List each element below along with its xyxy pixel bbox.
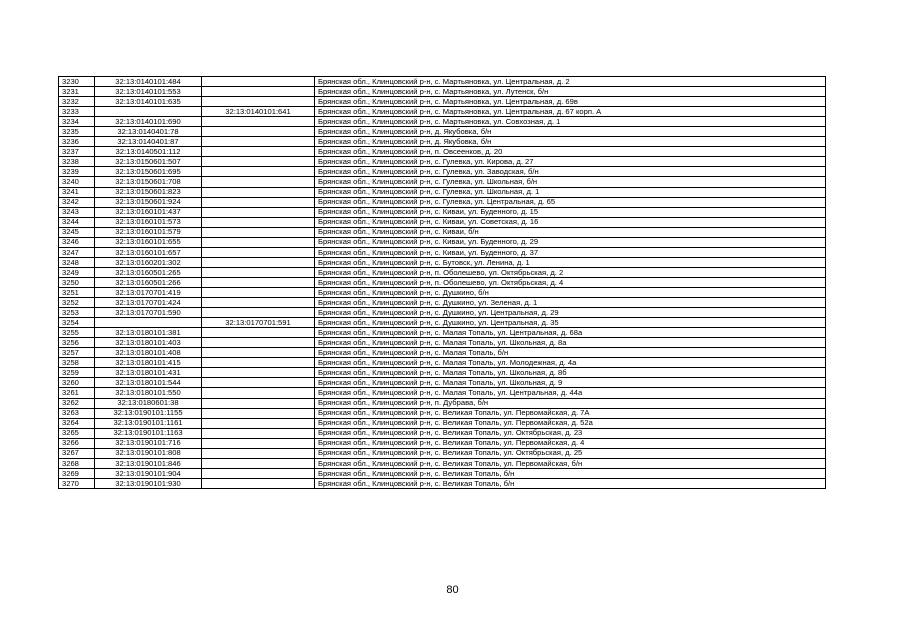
table-row [59, 77, 826, 87]
table-row [59, 328, 826, 338]
address-cell: Брянская обл., Клинцовский р-н, с. Гулевка, ул. Заводская, б/н [315, 167, 826, 177]
cadastral-number-cell: 32:13:0160201:302 [95, 257, 202, 267]
table-row [59, 147, 826, 157]
address-cell: Брянская обл., Клинцовский р-н, п. Оболешево, ул. Октябрьская, д. 2 [315, 267, 826, 277]
table-row [59, 187, 826, 197]
secondary-cadastral-number-cell [202, 177, 315, 187]
secondary-cadastral-number-cell [202, 247, 315, 257]
cadastral-number-cell: 32:13:0180101:415 [95, 358, 202, 368]
cadastral-number-cell: 32:13:0140101:635 [95, 97, 202, 107]
secondary-cadastral-number-cell [202, 408, 315, 418]
address-cell: Брянская обл., Клинцовский р-н, с. Душкино, б/н [315, 287, 826, 297]
table-row [59, 368, 826, 378]
row-number-cell: 3270 [59, 478, 95, 488]
secondary-cadastral-number-cell [202, 287, 315, 297]
table-row [59, 287, 826, 297]
secondary-cadastral-number-cell [202, 217, 315, 227]
row-number-cell: 3267 [59, 448, 95, 458]
address-cell: Брянская обл., Клинцовский р-н, с. Малая Топаль, б/н [315, 348, 826, 358]
address-cell: Брянская обл., Клинцовский р-н, с. Душкино, ул. Зеленая, д. 1 [315, 298, 826, 308]
cadastral-number-cell: 32:13:0150601:507 [95, 157, 202, 167]
row-number-cell: 3236 [59, 137, 95, 147]
address-cell: Брянская обл., Клинцовский р-н, с. Мартьяновка, ул. Совхозная, д. 1 [315, 117, 826, 127]
registry-table-body [59, 77, 826, 489]
cadastral-number-cell: 32:13:0180101:544 [95, 378, 202, 388]
secondary-cadastral-number-cell: 32:13:0140101:641 [202, 107, 315, 117]
row-number-cell: 3255 [59, 328, 95, 338]
secondary-cadastral-number-cell [202, 328, 315, 338]
row-number-cell: 3251 [59, 287, 95, 297]
row-number-cell: 3265 [59, 428, 95, 438]
row-number-cell: 3259 [59, 368, 95, 378]
table-row [59, 257, 826, 267]
row-number-cell: 3242 [59, 197, 95, 207]
table-row [59, 458, 826, 468]
row-number-cell: 3256 [59, 338, 95, 348]
address-cell: Брянская обл., Клинцовский р-н, с. Великая Топаль, ул. Первомайская, д. 7А [315, 408, 826, 418]
address-cell: Брянская обл., Клинцовский р-н, с. Киваи, ул. Буденного, д. 29 [315, 237, 826, 247]
secondary-cadastral-number-cell [202, 398, 315, 408]
cadastral-number-cell: 32:13:0180101:431 [95, 368, 202, 378]
address-cell: Брянская обл., Клинцовский р-н, с. Мартьяновка, ул. Центральная, д. 2 [315, 77, 826, 87]
address-cell: Брянская обл., Клинцовский р-н, п. Оболешево, ул. Октябрьская, д. 4 [315, 277, 826, 287]
row-number-cell: 3235 [59, 127, 95, 137]
table-row [59, 308, 826, 318]
secondary-cadastral-number-cell [202, 197, 315, 207]
secondary-cadastral-number-cell [202, 348, 315, 358]
row-number-cell: 3262 [59, 398, 95, 408]
secondary-cadastral-number-cell [202, 308, 315, 318]
cadastral-number-cell: 32:13:0140101:484 [95, 77, 202, 87]
secondary-cadastral-number-cell [202, 338, 315, 348]
secondary-cadastral-number-cell [202, 298, 315, 308]
secondary-cadastral-number-cell [202, 97, 315, 107]
cadastral-number-cell: 32:13:0140501:112 [95, 147, 202, 157]
secondary-cadastral-number-cell [202, 167, 315, 177]
row-number-cell: 3238 [59, 157, 95, 167]
address-cell: Брянская обл., Клинцовский р-н, с. Великая Топаль, ул. Первомайская, д. 52а [315, 418, 826, 428]
cadastral-number-cell: 32:13:0170701:424 [95, 298, 202, 308]
secondary-cadastral-number-cell [202, 378, 315, 388]
table-row [59, 97, 826, 107]
cadastral-number-cell: 32:13:0190101:1161 [95, 418, 202, 428]
secondary-cadastral-number-cell [202, 438, 315, 448]
address-cell: Брянская обл., Клинцовский р-н, с. Малая Топаль, ул. Молодежная, д. 4а [315, 358, 826, 368]
cadastral-number-cell: 32:13:0180101:550 [95, 388, 202, 398]
row-number-cell: 3254 [59, 318, 95, 328]
address-cell: Брянская обл., Клинцовский р-н, с. Великая Топаль, б/н [315, 468, 826, 478]
cadastral-number-cell: 32:13:0160501:266 [95, 277, 202, 287]
table-row [59, 398, 826, 408]
table-row [59, 137, 826, 147]
address-cell: Брянская обл., Клинцовский р-н, п. Овсеенков, д. 20 [315, 147, 826, 157]
table-row [59, 318, 826, 328]
row-number-cell: 3241 [59, 187, 95, 197]
address-cell: Брянская обл., Клинцовский р-н, с. Малая Топаль, ул. Школьная, д. 9 [315, 378, 826, 388]
address-cell: Брянская обл., Клинцовский р-н, с. Гулевка, ул. Школьная, д. 1 [315, 187, 826, 197]
table-row [59, 298, 826, 308]
cadastral-number-cell: 32:13:0170701:590 [95, 308, 202, 318]
cadastral-number-cell: 32:13:0160101:655 [95, 237, 202, 247]
page-number: 80 [446, 584, 459, 596]
row-number-cell: 3237 [59, 147, 95, 157]
table-row [59, 408, 826, 418]
cadastral-number-cell: 32:13:0190101:930 [95, 478, 202, 488]
cadastral-number-cell: 32:13:0180101:403 [95, 338, 202, 348]
row-number-cell: 3257 [59, 348, 95, 358]
table-row [59, 418, 826, 428]
cadastral-number-cell: 32:13:0140101:553 [95, 87, 202, 97]
row-number-cell: 3247 [59, 247, 95, 257]
cadastral-number-cell: 32:13:0190101:716 [95, 438, 202, 448]
secondary-cadastral-number-cell [202, 237, 315, 247]
table-row [59, 468, 826, 478]
address-cell: Брянская обл., Клинцовский р-н, с. Малая Топаль, ул. Школьная, д. 8б [315, 368, 826, 378]
secondary-cadastral-number-cell: 32:13:0170701:591 [202, 318, 315, 328]
secondary-cadastral-number-cell [202, 418, 315, 428]
row-number-cell: 3243 [59, 207, 95, 217]
table-row [59, 338, 826, 348]
row-number-cell: 3263 [59, 408, 95, 418]
table-row [59, 87, 826, 97]
row-number-cell: 3253 [59, 308, 95, 318]
cadastral-number-cell: 32:13:0190101:1155 [95, 408, 202, 418]
table-row [59, 117, 826, 127]
row-number-cell: 3233 [59, 107, 95, 117]
address-cell: Брянская обл., Клинцовский р-н, с. Гулевка, ул. Школьная, б/н [315, 177, 826, 187]
secondary-cadastral-number-cell [202, 458, 315, 468]
secondary-cadastral-number-cell [202, 277, 315, 287]
cadastral-number-cell [95, 318, 202, 328]
address-cell: Брянская обл., Клинцовский р-н, д. Якубовка, б/н [315, 137, 826, 147]
cadastral-number-cell: 32:13:0160101:573 [95, 217, 202, 227]
secondary-cadastral-number-cell [202, 137, 315, 147]
table-row [59, 448, 826, 458]
table-row [59, 267, 826, 277]
row-number-cell: 3230 [59, 77, 95, 87]
row-number-cell: 3266 [59, 438, 95, 448]
row-number-cell: 3264 [59, 418, 95, 428]
secondary-cadastral-number-cell [202, 358, 315, 368]
address-cell: Брянская обл., Клинцовский р-н, с. Бутовск, ул. Ленина, д. 1 [315, 257, 826, 267]
row-number-cell: 3250 [59, 277, 95, 287]
table-row [59, 378, 826, 388]
cadastral-number-cell: 32:13:0190101:1163 [95, 428, 202, 438]
address-cell: Брянская обл., Клинцовский р-н, с. Малая Топаль, ул. Школьная, д. 8а [315, 338, 826, 348]
secondary-cadastral-number-cell [202, 468, 315, 478]
cadastral-number-cell: 32:13:0160101:437 [95, 207, 202, 217]
address-cell: Брянская обл., Клинцовский р-н, с. Великая Топаль, ул. Октябрьская, д. 25 [315, 448, 826, 458]
address-cell: Брянская обл., Клинцовский р-н, с. Киваи, ул. Советская, д. 16 [315, 217, 826, 227]
row-number-cell: 3268 [59, 458, 95, 468]
row-number-cell: 3245 [59, 227, 95, 237]
secondary-cadastral-number-cell [202, 257, 315, 267]
table-row [59, 127, 826, 137]
secondary-cadastral-number-cell [202, 478, 315, 488]
cadastral-number-cell: 32:13:0180101:408 [95, 348, 202, 358]
table-row [59, 227, 826, 237]
table-row [59, 157, 826, 167]
cadastral-number-cell: 32:13:0190101:904 [95, 468, 202, 478]
address-cell: Брянская обл., Клинцовский р-н, с. Душкино, ул. Центральная, д. 35 [315, 318, 826, 328]
table-row [59, 167, 826, 177]
cadastral-number-cell: 32:13:0160101:579 [95, 227, 202, 237]
row-number-cell: 3260 [59, 378, 95, 388]
address-cell: Брянская обл., Клинцовский р-н, с. Малая Топаль, ул. Центральная, д. 68а [315, 328, 826, 338]
row-number-cell: 3240 [59, 177, 95, 187]
cadastral-number-cell: 32:13:0150601:823 [95, 187, 202, 197]
row-number-cell: 3248 [59, 257, 95, 267]
table-row [59, 207, 826, 217]
cadastral-number-cell: 32:13:0150601:924 [95, 197, 202, 207]
row-number-cell: 3232 [59, 97, 95, 107]
row-number-cell: 3231 [59, 87, 95, 97]
address-cell: Брянская обл., Клинцовский р-н, с. Мартьяновка, ул. Центральная, д. 69в [315, 97, 826, 107]
row-number-cell: 3252 [59, 298, 95, 308]
secondary-cadastral-number-cell [202, 448, 315, 458]
table-row [59, 217, 826, 227]
cadastral-number-cell: 32:13:0140401:78 [95, 127, 202, 137]
secondary-cadastral-number-cell [202, 157, 315, 167]
address-cell: Брянская обл., Клинцовский р-н, с. Малая Топаль, ул. Центральная, д. 44а [315, 388, 826, 398]
secondary-cadastral-number-cell [202, 77, 315, 87]
table-row [59, 197, 826, 207]
table-row [59, 277, 826, 287]
cadastral-number-cell: 32:13:0140101:690 [95, 117, 202, 127]
secondary-cadastral-number-cell [202, 87, 315, 97]
row-number-cell: 3239 [59, 167, 95, 177]
row-number-cell: 3269 [59, 468, 95, 478]
cadastral-number-cell: 32:13:0150601:708 [95, 177, 202, 187]
cadastral-number-cell: 32:13:0190101:808 [95, 448, 202, 458]
table-row [59, 237, 826, 247]
row-number-cell: 3244 [59, 217, 95, 227]
address-cell: Брянская обл., Клинцовский р-н, с. Великая Топаль, ул. Первомайская, б/н [315, 458, 826, 468]
row-number-cell: 3246 [59, 237, 95, 247]
address-cell: Брянская обл., Клинцовский р-н, с. Великая Топаль, ул. Октябрьская, д. 23 [315, 428, 826, 438]
table-row [59, 478, 826, 488]
cadastral-number-cell [95, 107, 202, 117]
address-cell: Брянская обл., Клинцовский р-н, с. Киваи, ул. Буденного, д. 15 [315, 207, 826, 217]
secondary-cadastral-number-cell [202, 267, 315, 277]
secondary-cadastral-number-cell [202, 227, 315, 237]
secondary-cadastral-number-cell [202, 368, 315, 378]
table-row [59, 428, 826, 438]
secondary-cadastral-number-cell [202, 388, 315, 398]
table-row [59, 177, 826, 187]
address-cell: Брянская обл., Клинцовский р-н, п. Дубрава, б/н [315, 398, 826, 408]
address-cell: Брянская обл., Клинцовский р-н, с. Душкино, ул. Центральная, д. 29 [315, 308, 826, 318]
row-number-cell: 3234 [59, 117, 95, 127]
table-row [59, 247, 826, 257]
cadastral-number-cell: 32:13:0140401:87 [95, 137, 202, 147]
table-row [59, 388, 826, 398]
address-cell: Брянская обл., Клинцовский р-н, с. Гулевка, ул. Центральная, д. 65 [315, 197, 826, 207]
address-cell: Брянская обл., Клинцовский р-н, с. Киваи, б/н [315, 227, 826, 237]
secondary-cadastral-number-cell [202, 127, 315, 137]
address-cell: Брянская обл., Клинцовский р-н, д. Якубовка, б/н [315, 127, 826, 137]
secondary-cadastral-number-cell [202, 428, 315, 438]
cadastral-number-cell: 32:13:0190101:846 [95, 458, 202, 468]
table-row [59, 358, 826, 368]
row-number-cell: 3261 [59, 388, 95, 398]
secondary-cadastral-number-cell [202, 117, 315, 127]
table-row [59, 107, 826, 117]
address-cell: Брянская обл., Клинцовский р-н, с. Гулевка, ул. Кирова, д. 27 [315, 157, 826, 167]
address-cell: Брянская обл., Клинцовский р-н, с. Великая Топаль, б/н [315, 478, 826, 488]
secondary-cadastral-number-cell [202, 187, 315, 197]
address-cell: Брянская обл., Клинцовский р-н, с. Киваи, ул. Буденного, д. 37 [315, 247, 826, 257]
cadastral-number-cell: 32:13:0170701:419 [95, 287, 202, 297]
address-cell: Брянская обл., Клинцовский р-н, с. Великая Топаль, ул. Первомайская, д. 4 [315, 438, 826, 448]
secondary-cadastral-number-cell [202, 147, 315, 157]
cadastral-number-cell: 32:13:0180601:38 [95, 398, 202, 408]
secondary-cadastral-number-cell [202, 207, 315, 217]
row-number-cell: 3249 [59, 267, 95, 277]
table-row [59, 348, 826, 358]
cadastral-number-cell: 32:13:0160501:265 [95, 267, 202, 277]
registry-table [58, 76, 826, 489]
row-number-cell: 3258 [59, 358, 95, 368]
address-cell: Брянская обл., Клинцовский р-н, с. Мартьяновка, ул. Центральная, д. 67 корп. А [315, 107, 826, 117]
cadastral-number-cell: 32:13:0150601:695 [95, 167, 202, 177]
address-cell: Брянская обл., Клинцовский р-н, с. Мартьяновка, ул. Лутенск, б/н [315, 87, 826, 97]
cadastral-number-cell: 32:13:0180101:381 [95, 328, 202, 338]
cadastral-number-cell: 32:13:0160101:657 [95, 247, 202, 257]
table-row [59, 438, 826, 448]
